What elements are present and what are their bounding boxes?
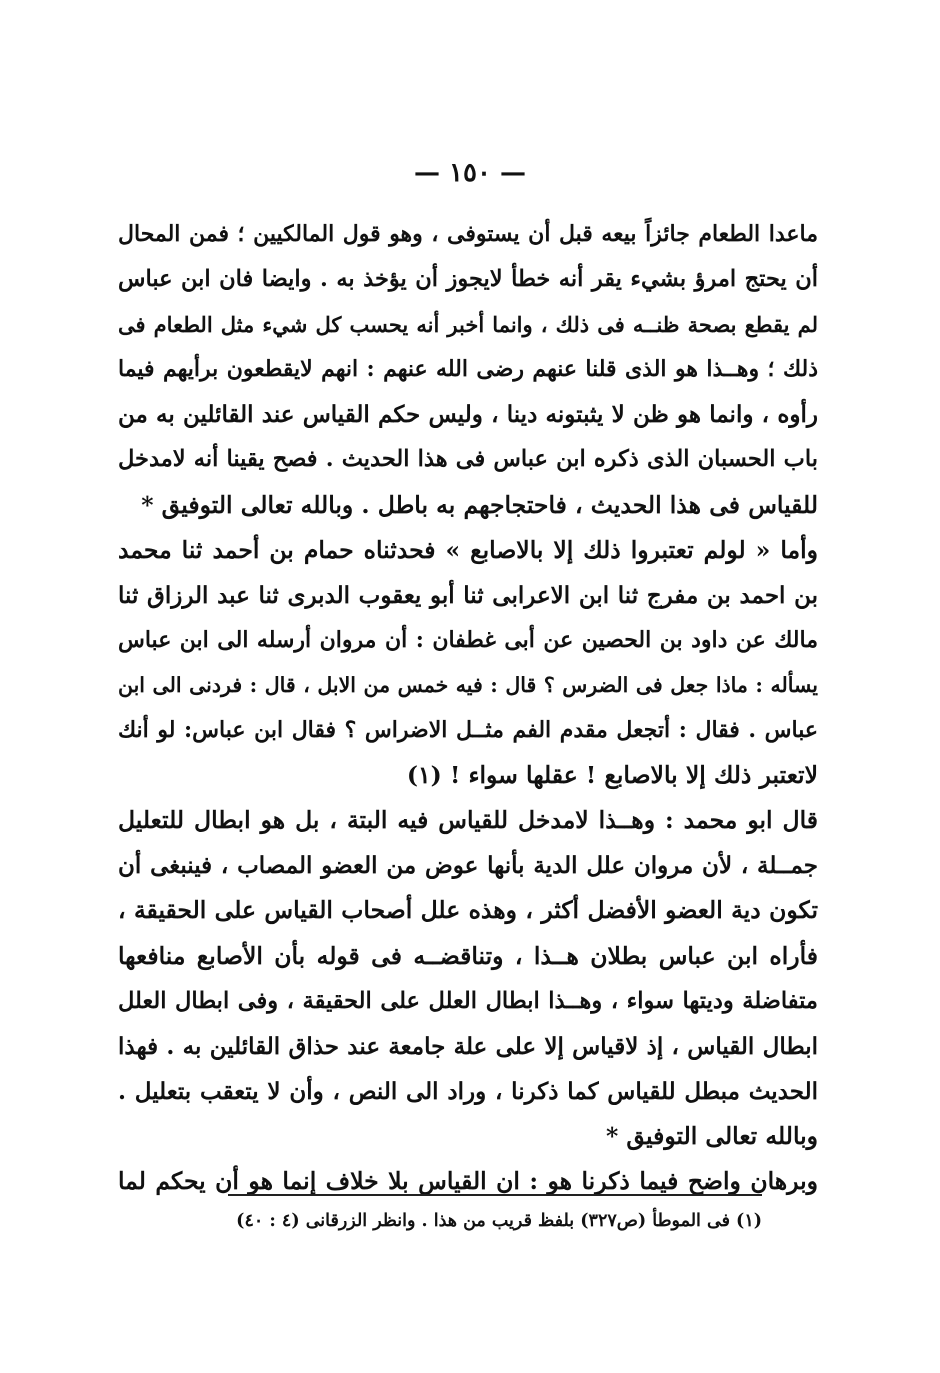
text-line: ذلك ؛ وهــذا هو الذى قلنا عنهم رضى الله عنهم : انهم لايقطعون برأيهم فيما: [118, 356, 818, 383]
text-line: تكون دية العضو الأفضل أكثر ، وهذه علل أصحاب القياس على الحقيقة ،: [118, 896, 818, 925]
text-line: يسأله : ماذا جعل فى الضرس ؟ قال : فيه خمس من الابل ، قال : فردنى الى ابن: [118, 672, 818, 697]
text-line: الحديث مبطل للقياس كما ذكرنا ، وراد الى النص ، وأن لا يتعقب بتعليل .: [118, 1077, 818, 1105]
text-line: باب الحسبان الذى ذكره ابن عباس فى هذا الحديث . فصح يقينا أنه لامدخل: [118, 446, 818, 473]
text-line: متفاضلة وديتها سواء ، وهــذا ابطال العلل على الحقيقة ، وفى ابطال العلل: [118, 987, 818, 1014]
text-line: لاتعتبر ذلك إلا بالاصابع ! عقلها سواء ! (١): [406, 761, 818, 790]
footnote-divider: [228, 1194, 762, 1196]
text-line: رأوه ، وانما هو ظن لا يثبتونه دينا ، وليس حكم القياس عند القائلين به من: [118, 401, 818, 429]
text-line: عباس . فقال : أتجعل مقدم الفم مثــل الاضراس ؟ فقال ابن عباس: لو أنك: [118, 717, 818, 744]
main-text: [118, 212, 818, 1204]
text-line: وبرهان واضح فيما ذكرنا هو : ان القياس بلا خلاف إنما هو أن يحكم لما: [118, 1166, 818, 1195]
text-line: قال ابو محمد : وهــذا لامدخل للقياس فيه البتة ، بل هو ابطال للتعليل: [118, 806, 818, 835]
page-number: — ١٥٠ —: [413, 158, 527, 188]
text-line: جمــلة ، لأن مروان علل الدية بأنها عوض من العضو المصاب ، فينبغى أن: [118, 852, 818, 880]
footnote: (١) فى الموطأ (ص٣٢٧) بلفظ قريب من هذا . وانظر الزرقانى (٤ : ٤٠): [236, 1211, 762, 1231]
text-line: أن يحتج امرؤ بشيء يقر أنه خطأ لايجوز أن يؤخذ به . وايضا فان ابن عباس: [118, 266, 818, 293]
text-line: مالك عن داود بن الحصين عن أبى غطفان : أن مروان أرسله الى ابن عباس: [118, 626, 818, 653]
text-line: فأراه ابن عباس بطلان هــذا ، وتناقضــه فى قوله بأن الأصابع منافعها: [118, 941, 818, 970]
text-line: بن احمد بن مفرج ثنا ابن الاعرابى ثنا أبو يعقوب الدبرى ثنا عبد الرزاق ثنا: [118, 581, 818, 609]
text-line: وبالله تعالى التوفيق *: [605, 1121, 818, 1150]
text-line: لم يقطع بصحة ظنــه فى ذلك ، وانما أخبر أنه يحسب كل شيء مثل الطعام فى: [118, 312, 818, 338]
text-line: ماعدا الطعام جائزاً بيعه قبل أن يستوفى ، وهو قول المالكيين ؛ فمن المحال: [118, 221, 818, 247]
text-line: وأما « لولم تعتبروا ذلك إلا بالاصابع » فحدثناه حمام بن أحمد ثنا محمد: [118, 535, 818, 564]
text-line: ابطال القياس ، إذ لاقياس إلا على علة جامعة عند حذاق القائلين به . فهذا: [118, 1032, 818, 1060]
text-line: للقياس فى هذا الحديث ، فاحتجاجهم به باطل . وبالله تعالى التوفيق *: [141, 490, 818, 519]
